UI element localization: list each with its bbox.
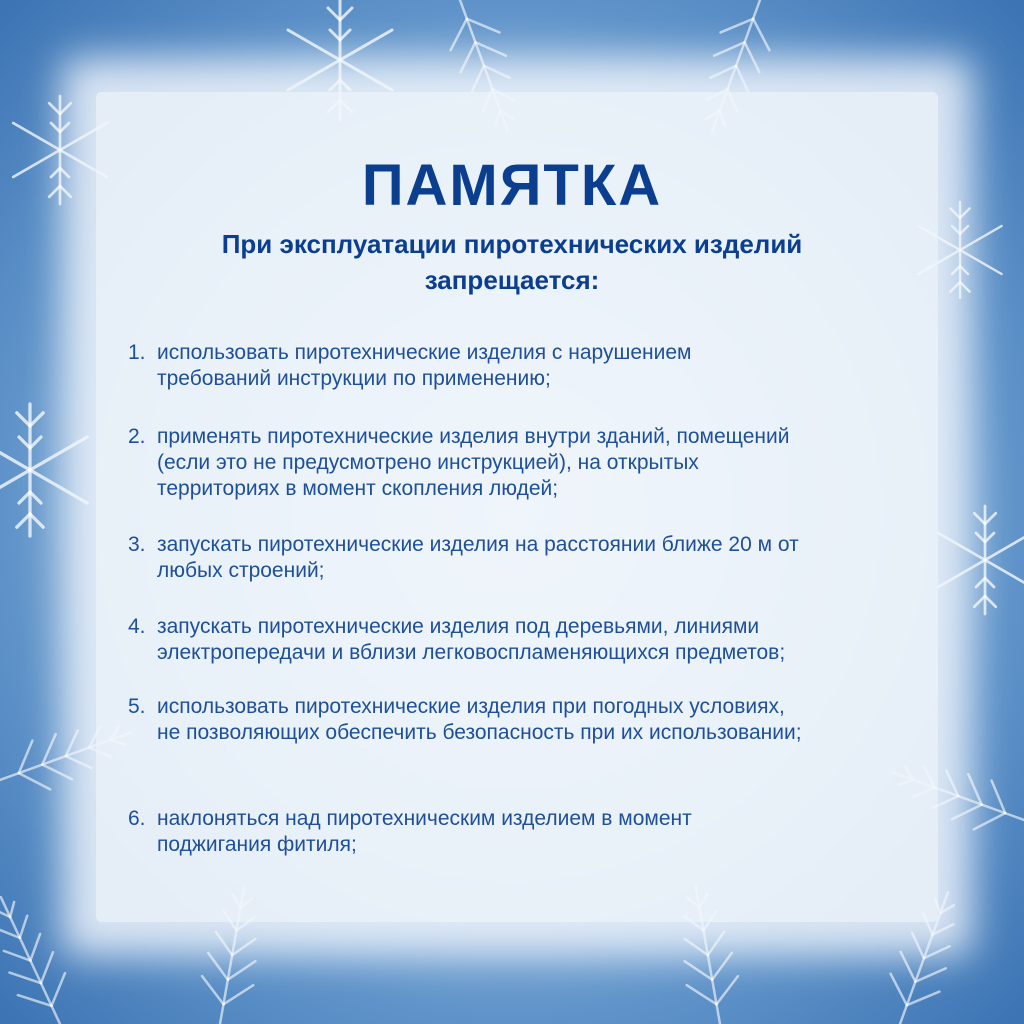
list-item-text	[157, 532, 927, 584]
list-item-number: 6.	[128, 807, 146, 830]
list-item-line: поджигания фитиля;	[157, 833, 357, 856]
list-item-line: запускать пиротехнические изделия на расстоянии ближе 20 м от	[157, 533, 799, 556]
list-item-text	[157, 340, 927, 392]
subtitle-line: При эксплуатации пиротехнических изделий	[221, 229, 803, 259]
list-item-line: электропередачи и вблизи легковоспламеняющихся предметов;	[157, 641, 786, 664]
list-item-line: территориях в момент скопления людей;	[157, 477, 559, 500]
list-item-text	[157, 424, 927, 502]
page-subtitle	[0, 226, 1024, 298]
list-item-number: 5.	[128, 695, 146, 718]
list-item-number: 4.	[128, 615, 146, 638]
list-item-number: 2.	[128, 425, 146, 448]
list-item-text	[157, 614, 927, 666]
list-item-text	[157, 694, 927, 746]
list-item-line: запускать пиротехнические изделия под деревьями, линиями	[157, 615, 760, 638]
page-title: ПАМЯТКА	[361, 153, 663, 218]
list-item-line: (если это не предусмотрено инструкцией), на открытых	[157, 451, 699, 474]
list-item-line: применять пиротехнические изделия внутри зданий, помещений	[157, 425, 790, 448]
list-item-line: использовать пиротехнические изделия при погодных условиях,	[157, 695, 785, 718]
list-item-line: любых строений;	[157, 559, 325, 582]
list-item-number: 1.	[128, 341, 146, 364]
list-item-line: использовать пиротехнические изделия с нарушением	[157, 341, 692, 364]
list-item-line: не позволяющих обеспечить безопасность при их использовании;	[157, 721, 802, 744]
list-item-line: наклоняться над пиротехническим изделием в момент	[157, 807, 692, 830]
list-item-line: требований инструкции по применению;	[157, 367, 551, 390]
list-item-number: 3.	[128, 533, 146, 556]
list-item-text	[157, 806, 927, 858]
subtitle-line: запрещается:	[424, 265, 600, 295]
